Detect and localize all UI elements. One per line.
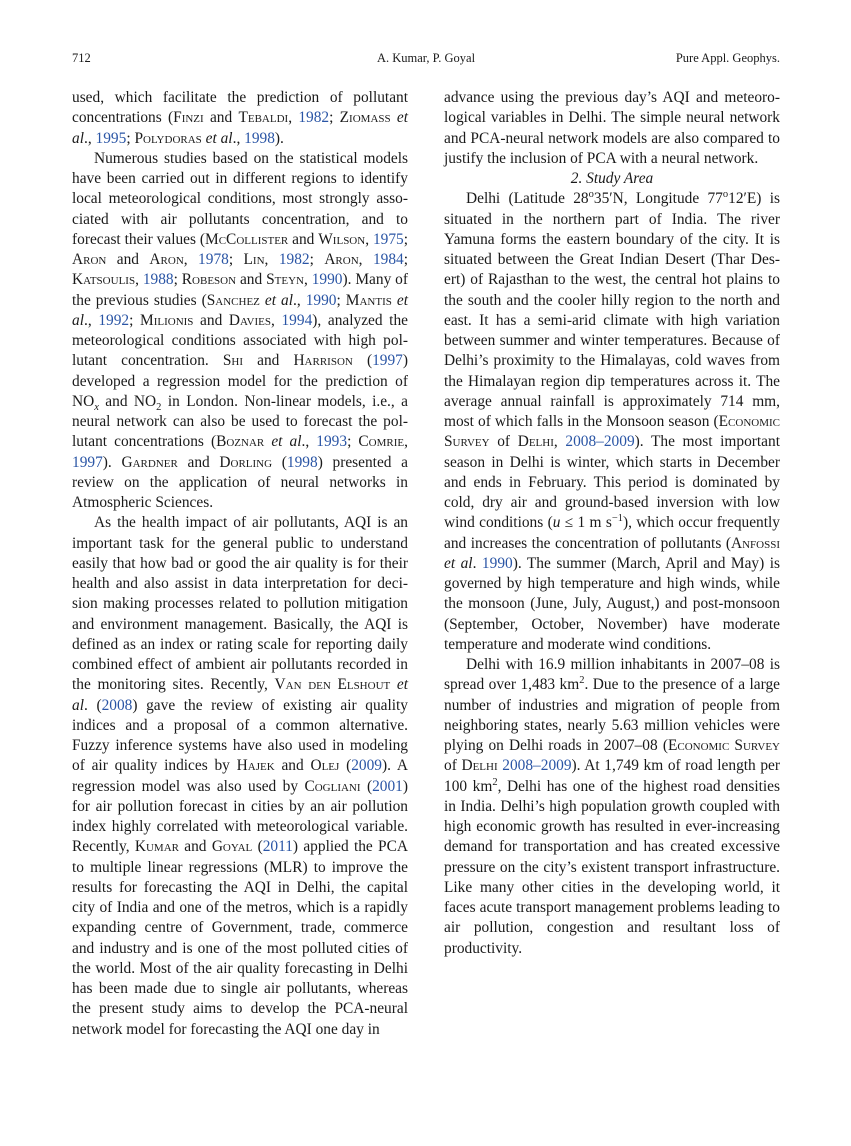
left-column bbox=[72, 88, 408, 1040]
paragraph-continued: used, which facilitate the prediction of pollutant concentrations (Finzi and Tebaldi, 1982; Ziomass et al., 1995; Polydoras et al., 1998). bbox=[72, 89, 409, 147]
paragraph-aqi-importance: As the health impact of air pollutants, AQI is an important task for the general public to understand easily that how bad or good the air quality is for their health and also assist in data interpretation for decision making processes related to pollution mitigation and environment management. Basically, the AQI is defined as an index or rating scale for reporting daily combined effect of ambient air pollutants recorded in the monitoring sites. Recently, Van den Elshout et al. (2008) gave the review of existing air quality indices and a proposal of a common alternative. Fuzzy inference systems have also used in modeling of air quality indices by Hajek and Olej (2009). A regression model was also used by Cogliani (2001) for air pollution forecast in cities by an air pollution index highly correlated with meteorological variable. Recently, Kumar and Goyal (2011) applied the PCA to multiple linear regressions (MLR) to improve the results for forecasting the AQI in Delhi, the capital city of India and one of the metros, which is a rapidly expanding centre of Government, trade, commerce and industry and is one of the most polluted cities of the world. Most of the air quality forecasting in Delhi has been made due to single air pollutants, whereas the present study aims to develop the PCA-neural network model for forecasting the AQI one day in bbox=[72, 514, 408, 1038]
page-number: 712 bbox=[72, 51, 91, 65]
paragraph-delhi-population: Delhi with 16.9 million inhabitants in 2007–08 is spread over 1,483 $km^2$. Due to the presence of a large number of industries and migration of people from neighboring states, nearly 5.63 million vehicles were plying on Delhi roads in 2007–08 (Economic Survey of Delhi 2008–2009). At 1,749 km of road length per 100 $km^2$, Delhi has one of the highest road densities in India. Delhi’s high population growth coupled with high economic growth has resulted in ever-increasing demand for transportation and has created excessive pressure on the city’s existent transport infrastructure. Like many other cities in the developing world, it faces acute transport management problems leading to air pollution, congestion and resultant loss of productivity. bbox=[444, 656, 781, 957]
paragraph-continued-right: advance using the previous day’s AQI and meteorological variables in Delhi. The simple neural network and PCA-neural network models are also compared to justify the inclusion of PCA with a neural network. bbox=[444, 89, 780, 167]
journal-name: Pure Appl. Geophys. bbox=[675, 51, 780, 65]
section-title: 2. Study Area bbox=[570, 170, 654, 187]
right-column bbox=[444, 88, 780, 959]
paragraph-statistical-models: Numerous studies based on the statistical models have been carried out in different regions to identify local meteorological conditions, most strongly associated with air pollutants concentration, and to forecast their values (McCollister and Wilson, 1975; Aron and Aron, 1978; Lin, 1982; Aron, 1984; Katsoulis, 1988; Robeson and Steyn, 1990). Many of the previous studies (Sanchez et al., 1990; Mantis et al., 1992; Milionis and Davies, 1994), analyzed the meteorological conditions associated with high pollutant concentration. Shi and Harrison (1997) developed a regression model for the prediction of $NO_x$ and $NO_2$ in London. Non-linear models, i.e., a neural network can also be used to forecast the pollutant concentrations (Boznar et al., 1993; Comrie, 1997). Gardner and Dorling (1998) presented a review on the application of neural networks in Atmospheric Sciences. bbox=[72, 149, 409, 511]
running-authors: A. Kumar, P. Goyal bbox=[376, 51, 476, 65]
paragraph-delhi-location: Delhi (Latitude 28$^o$35′N, Longitude 77$^o$12′E) is situated in the northern part of India. The river Yamuna forms the eastern boundary of the city. It is situated between the Great Indian Desert (Thar Desert) of Rajasthan to the west, the central hot plains to the south and the cooler hilly region to the north and east. It has a semi-arid climate with high variation between summer and winter temperatures. Because of Delhi’s proximity to the Himalayas, cold waves from the Himalayan region dip temperatures across it. The average annual rainfall is approximately 714 mm, most of which falls in the Monsoon season (Economic Survey of Delhi, 2008–2009). The most important season in Delhi is winter, which starts in December and ends in February. This period is dominated by cold, dry air and ground-based inversion with low wind conditions (u ≤ 1 m $s^{-1}$), which occur frequently and increases the concentration of pollutants (Anfossi et al. 1990). The summer (March, April and May) is governed by high temperature and high winds, while the monsoon (June, July, August,) and post-monsoon (September, October, November) have moderate temperature and moderate wind conditions. bbox=[444, 189, 780, 653]
